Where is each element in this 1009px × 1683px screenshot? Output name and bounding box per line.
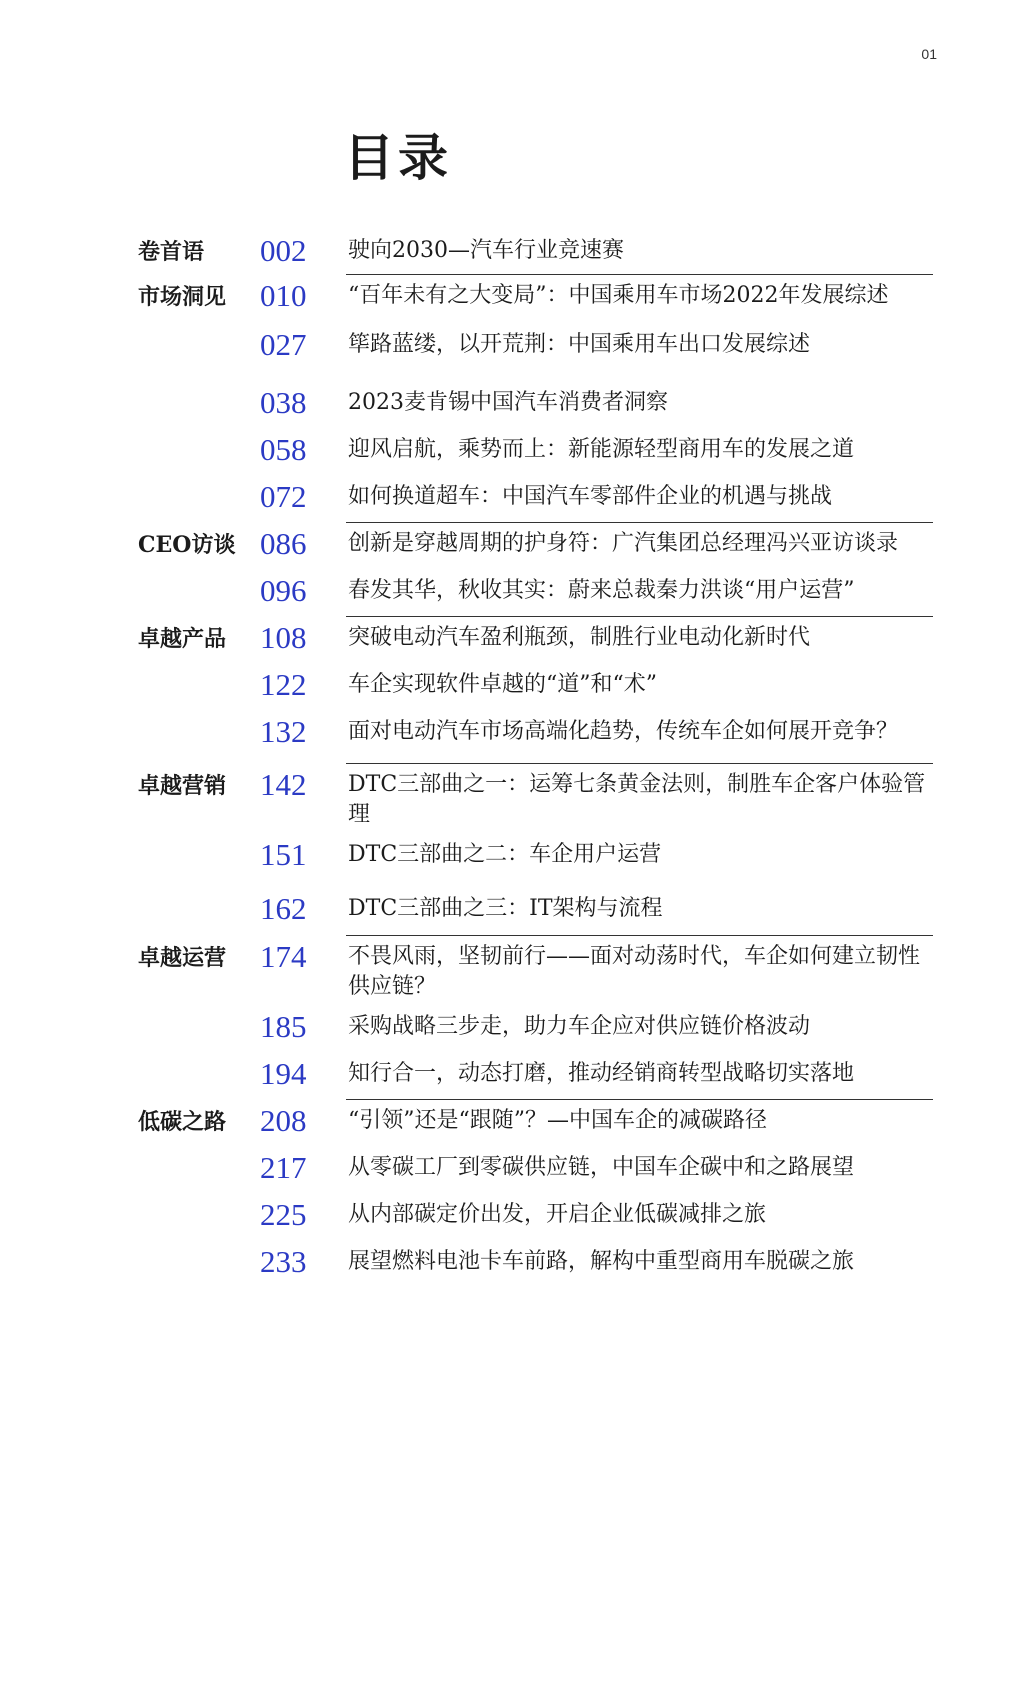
toc-entry-title: 采购战略三步走，助力车企应对供应链价格波动 <box>348 1014 811 1039</box>
toc-entry-title: 车企实现软件卓越的“道”和“术” <box>348 672 657 697</box>
toc-entry-title: 创新是穿越周期的护身符：广汽集团总经理冯兴亚访谈录 <box>348 531 899 556</box>
toc-page-number: 096 <box>260 573 307 608</box>
toc-entry[interactable] <box>0 834 1009 888</box>
toc-entry[interactable] <box>0 1194 1009 1241</box>
toc-page-number: 038 <box>260 385 307 420</box>
toc-entry[interactable] <box>0 664 1009 711</box>
toc-entry[interactable] <box>0 476 1009 522</box>
toc-page-number: 225 <box>260 1197 307 1232</box>
toc-page-number: 194 <box>260 1056 307 1091</box>
toc-page-number: 217 <box>260 1150 307 1185</box>
section-label <box>138 382 260 390</box>
section-label <box>138 1241 260 1249</box>
toc-page-number: 072 <box>260 479 307 514</box>
toc-entry[interactable] <box>0 711 1009 763</box>
toc-entry-title: “引领”还是“跟随”？—中国车企的减碳路径 <box>348 1108 767 1133</box>
toc-page-number: 132 <box>260 714 307 749</box>
toc-entry[interactable] <box>0 324 1009 382</box>
toc-page-number: 108 <box>260 620 307 655</box>
section-label: CEO访谈 <box>138 532 236 558</box>
toc-entry-title: 从零碳工厂到零碳供应链，中国车企碳中和之路展望 <box>348 1155 855 1180</box>
toc-entry-title: 面对电动汽车市场高端化趋势，传统车企如何展开竞争？ <box>348 719 899 744</box>
toc-entry[interactable] <box>0 764 1009 834</box>
section-label <box>138 476 260 484</box>
toc-entry-title: DTC三部曲之二：车企用户运营 <box>348 842 662 867</box>
section-label <box>138 1006 260 1014</box>
toc-page-number: 233 <box>260 1244 307 1279</box>
toc-entry[interactable] <box>0 1006 1009 1053</box>
section-label <box>138 1147 260 1155</box>
toc-entry-title: 不畏风雨，坚韧前行——面对动荡时代，车企如何建立韧性供应链？ <box>348 944 921 999</box>
section-label: 卓越运营 <box>138 945 227 971</box>
toc-entry-title: DTC三部曲之一：运筹七条黄金法则，制胜车企客户体验管理 <box>348 772 926 827</box>
toc-page-number: 086 <box>260 526 307 561</box>
toc-entry-title: 知行合一，动态打磨，推动经销商转型战略切实落地 <box>348 1061 855 1086</box>
toc-page-number: 122 <box>260 667 307 702</box>
toc-entry-title: 突破电动汽车盈利瓶颈，制胜行业电动化新时代 <box>348 625 811 650</box>
toc-entry[interactable] <box>0 617 1009 664</box>
toc-entry[interactable] <box>0 429 1009 476</box>
toc-page-number: 162 <box>260 891 307 926</box>
toc-entry[interactable] <box>0 1100 1009 1147</box>
toc-entry-title: 春发其华，秋收其实：蔚来总裁秦力洪谈“用户运营” <box>348 578 855 603</box>
toc-page-number: 058 <box>260 432 307 467</box>
toc-entry[interactable] <box>0 1053 1009 1099</box>
toc-entry-title: “百年未有之大变局”：中国乘用车市场2022年发展综述 <box>348 283 889 308</box>
section-label <box>138 888 260 896</box>
section-label <box>138 834 260 842</box>
toc-page-number: 002 <box>260 233 307 268</box>
toc-page-number: 027 <box>260 327 307 362</box>
section-label <box>138 429 260 437</box>
page-number: 01 <box>921 46 937 62</box>
toc-entry-title: 驶向2030—汽车行业竞速赛 <box>348 238 624 263</box>
section-label: 低碳之路 <box>138 1109 227 1135</box>
toc-entry[interactable] <box>0 888 1009 935</box>
toc-entry-title: 如何换道超车：中国汽车零部件企业的机遇与挑战 <box>348 484 833 509</box>
toc-entry[interactable] <box>0 382 1009 429</box>
toc-page-number: 151 <box>260 837 307 872</box>
section-label: 卷首语 <box>138 239 205 265</box>
toc-entry-title: 迎风启航，乘势而上：新能源轻型商用车的发展之道 <box>348 437 855 462</box>
toc-entry-title: DTC三部曲之三：IT架构与流程 <box>348 896 663 921</box>
toc-entry[interactable] <box>0 1147 1009 1194</box>
toc-page-number: 208 <box>260 1103 307 1138</box>
section-label <box>138 1053 260 1061</box>
toc-entry[interactable] <box>0 230 1009 274</box>
toc-page-number: 010 <box>260 278 307 313</box>
section-label <box>138 1194 260 1202</box>
section-label: 卓越营销 <box>138 773 227 799</box>
section-label <box>138 570 260 578</box>
table-of-contents <box>0 230 1009 1288</box>
toc-page-number: 142 <box>260 767 307 802</box>
toc-entry[interactable] <box>0 1241 1009 1288</box>
toc-page-number: 185 <box>260 1009 307 1044</box>
section-label: 卓越产品 <box>138 626 227 652</box>
section-label <box>138 664 260 672</box>
toc-entry[interactable] <box>0 523 1009 570</box>
section-label <box>138 324 260 332</box>
toc-entry-title: 展望燃料电池卡车前路，解构中重型商用车脱碳之旅 <box>348 1249 855 1274</box>
toc-entry[interactable] <box>0 936 1009 1006</box>
toc-page-number: 174 <box>260 939 307 974</box>
section-label <box>138 711 260 719</box>
toc-entry-title: 2023麦肯锡中国汽车消费者洞察 <box>348 390 668 415</box>
toc-entry[interactable] <box>0 570 1009 616</box>
toc-entry-title: 筚路蓝缕，以开荒荆：中国乘用车出口发展综述 <box>348 332 811 357</box>
section-label: 市场洞见 <box>138 284 227 310</box>
toc-entry-title: 从内部碳定价出发，开启企业低碳减排之旅 <box>348 1202 767 1227</box>
page-title: 目录 <box>344 128 452 187</box>
toc-entry[interactable] <box>0 275 1009 324</box>
